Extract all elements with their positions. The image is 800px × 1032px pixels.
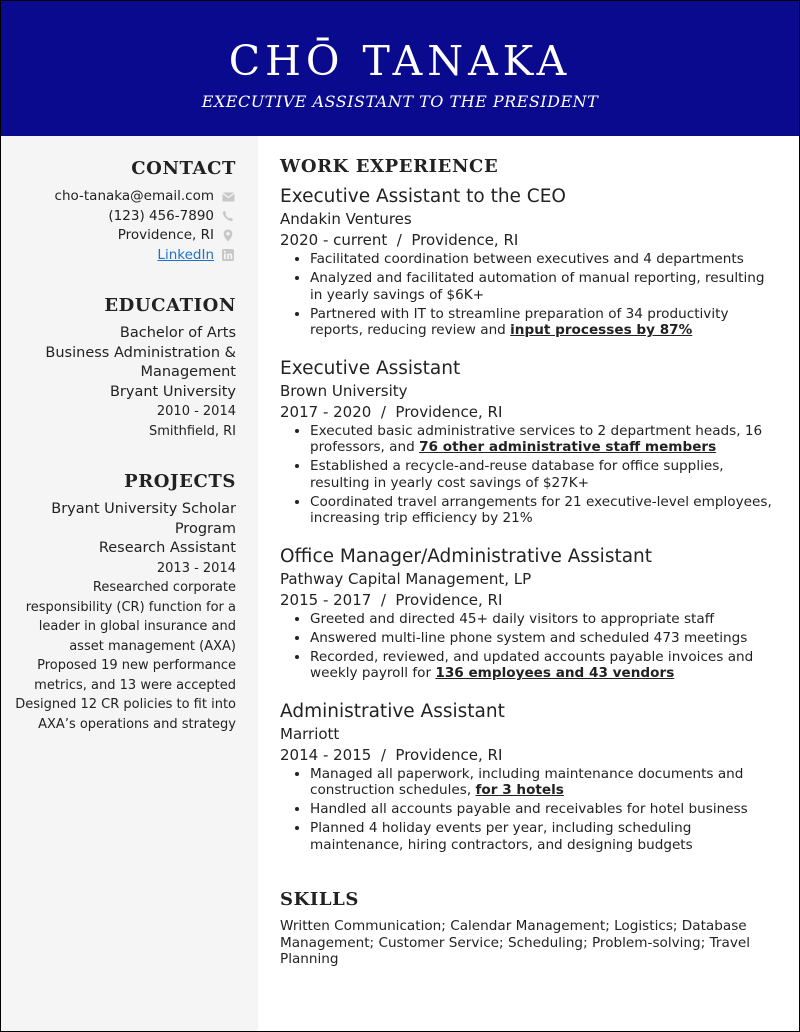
- job-bullet: • Executed basic administrative services to 2 department heads, 16 professors, and 76 other administrative staff members: [310, 423, 777, 456]
- contact-email[interactable]: cho-tanaka@email.com: [54, 188, 214, 204]
- skills-section: [280, 889, 777, 968]
- contact-location: Providence, RI: [117, 227, 214, 243]
- contact-phone[interactable]: (123) 456-7890: [108, 207, 214, 224]
- main-content: [258, 136, 799, 1031]
- job-bullet: • Recorded, reviewed, and updated accounts payable invoices and weekly payroll for 136 employees and 43 vendors: [310, 649, 777, 682]
- education-degree: Bachelor of Arts: [119, 325, 236, 341]
- skills-heading: SKILLS: [280, 889, 359, 910]
- job-meta: 2015 - 2017 / Providence, RI: [280, 590, 503, 609]
- project-years: 2013 - 2014: [156, 560, 236, 576]
- job-bullet: • Managed all paperwork, including maintenance documents and construction schedules, for 3 hotels: [310, 766, 777, 799]
- project-name: Bryant University Scholar Program: [51, 501, 236, 537]
- highlight: 76 other administrative staff members: [419, 439, 717, 455]
- job-bullet: • Partnered with IT to streamline preparation of 34 productivity reports, reducing review and input processes by 87%: [310, 306, 777, 339]
- highlight: 136 employees and 43 vendors: [435, 665, 675, 681]
- sidebar: [1, 136, 258, 1031]
- job-entry: [280, 185, 777, 339]
- job-company: Pathway Capital Management, LP: [280, 569, 532, 588]
- job-title: Executive Assistant to the CEO: [280, 186, 566, 207]
- highlight: for 3 hotels: [475, 782, 564, 798]
- job-title: Office Manager/Administrative Assistant: [280, 545, 653, 567]
- job-company: Andakin Ventures: [280, 210, 412, 228]
- education-location: Smithfield, RI: [148, 423, 236, 439]
- candidate-name: CHŌ TANAKA: [228, 37, 572, 85]
- education-section: [11, 295, 236, 441]
- contact-location-row: [11, 226, 236, 246]
- job-bullet: • Analyzed and facilitated automation of manual reporting, resulting in yearly savings of $6K+: [310, 270, 777, 303]
- contact-phone-row: [11, 207, 236, 227]
- job-bullet: • Established a recycle-and-reuse database for office supplies, resulting in yearly cost savings of $27K+: [310, 458, 777, 491]
- job-bullet: • Greeted and directed 45+ daily visitors to appropriate staff: [310, 611, 777, 628]
- job-bullet: • Planned 4 holiday events per year, including scheduling maintenance, hiring contractors, and designing budgets: [310, 820, 777, 853]
- projects-section: [11, 471, 236, 734]
- linkedin-icon: [220, 248, 236, 262]
- resume-header: [1, 1, 799, 136]
- job-entry: [280, 700, 777, 854]
- contact-section: [11, 158, 236, 265]
- job-bullet: • Handled all accounts payable and receivables for hotel business: [310, 801, 777, 818]
- job-company: Brown University: [280, 381, 408, 400]
- project-role: Research Assistant: [98, 540, 236, 556]
- job-entry: [280, 357, 777, 527]
- map-pin-icon: [220, 229, 236, 243]
- project-item: Designed 12 CR policies to fit into AXA’s operations and strategy: [15, 697, 236, 732]
- candidate-title: EXECUTIVE ASSISTANT TO THE PRESIDENT: [201, 92, 599, 111]
- contact-heading: CONTACT: [131, 158, 236, 179]
- job-meta: 2014 - 2015 / Providence, RI: [280, 745, 503, 764]
- job-bullet: • Answered multi-line phone system and scheduled 473 meetings: [310, 630, 777, 647]
- contact-email-row: [11, 187, 236, 207]
- education-major: Business Administration & Management: [45, 344, 236, 380]
- education-school: Bryant University: [109, 383, 236, 400]
- highlight: input processes by 87%: [510, 322, 693, 338]
- job-bullet: • Coordinated travel arrangements for 21 executive-level employees, increasing trip efficiency by 21%: [310, 494, 777, 527]
- education-years: 2010 - 2014: [156, 404, 236, 419]
- contact-linkedin-row: [11, 246, 236, 266]
- job-meta: 2020 - current / Providence, RI: [280, 231, 519, 249]
- job-bullets: [280, 611, 777, 682]
- education-heading: EDUCATION: [104, 295, 236, 316]
- job-title: Administrative Assistant: [280, 700, 505, 722]
- project-item: Proposed 19 new performance metrics, and 13 were accepted: [34, 658, 236, 693]
- job-title: Executive Assistant: [280, 357, 461, 379]
- job-bullets: [280, 766, 777, 854]
- work-heading: WORK EXPERIENCE: [280, 156, 499, 177]
- job-meta: 2017 - 2020 / Providence, RI: [280, 402, 503, 421]
- job-bullet: • Facilitated coordination between executives and 4 departments: [310, 251, 777, 268]
- phone-icon: [220, 209, 236, 223]
- job-bullets: [280, 423, 777, 527]
- projects-heading: PROJECTS: [124, 471, 236, 492]
- project-item: Researched corporate responsibility (CR) function for a leader in global insurance and asset management (AXA): [25, 580, 236, 654]
- skills-text: Written Communication; Calendar Management; Logistics; Database Management; Customer Service; Scheduling; Problem-solving; Travel Planning: [280, 918, 750, 967]
- job-bullets: [280, 251, 777, 339]
- linkedin-link[interactable]: LinkedIn: [157, 246, 214, 263]
- job-entry: [280, 545, 777, 682]
- job-company: Marriott: [280, 724, 340, 743]
- envelope-icon: [220, 190, 236, 204]
